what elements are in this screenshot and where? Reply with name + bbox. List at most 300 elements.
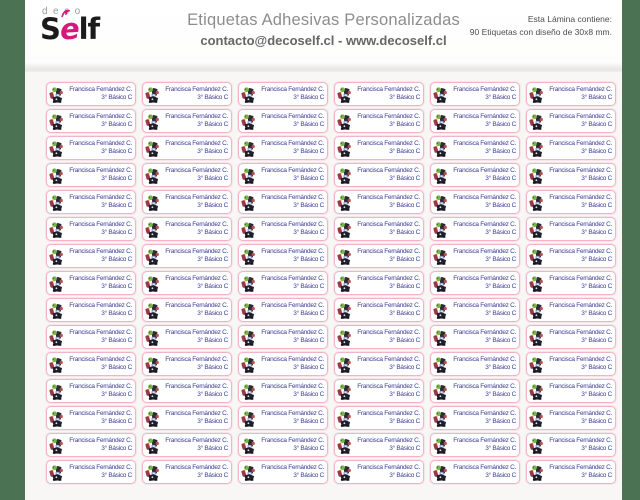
label-name: Francisca Fernández C. [69,193,132,201]
label-text [355,329,420,345]
label-text [547,410,612,426]
label-sticker [526,82,616,106]
cartoon-characters-icon [432,436,451,456]
label-sticker [238,406,328,430]
label-text [67,437,132,453]
label-text [355,167,420,183]
label-name: Francisca Fernández C. [165,193,228,201]
cartoon-characters-icon [48,112,67,132]
label-sticker [238,379,328,403]
label-name: Francisca Fernández C. [69,247,132,255]
label-name: Francisca Fernández C. [165,139,228,147]
label-grade: 3° Básico C [389,364,420,371]
page-title: Etiquetas Adhesivas Personalizadas [187,11,460,29]
cartoon-characters-icon [528,220,547,240]
cartoon-characters-icon [336,301,355,321]
label-name: Francisca Fernández C. [549,355,612,363]
label-name: Francisca Fernández C. [261,85,324,93]
label-grade: 3° Básico C [389,229,420,236]
cartoon-characters-icon [240,112,259,132]
label-sticker [334,379,424,403]
label-grade: 3° Básico C [197,283,228,290]
label-sticker [526,217,616,241]
label-grade: 3° Básico C [485,148,516,155]
label-text [451,140,516,156]
cartoon-characters-icon [144,112,163,132]
label-text [355,86,420,102]
cartoon-characters-icon [48,328,67,348]
label-text [163,221,228,237]
cartoon-characters-icon [144,436,163,456]
label-sticker [526,460,616,484]
label-grade: 3° Básico C [389,472,420,479]
label-name: Francisca Fernández C. [165,274,228,282]
logo-letter-e: e [59,14,80,44]
label-name: Francisca Fernández C. [69,166,132,174]
label-grade: 3° Básico C [101,310,132,317]
label-sticker [430,379,520,403]
logo-deco-text: deco [42,6,86,17]
cartoon-characters-icon [336,436,355,456]
cartoon-characters-icon [144,166,163,186]
label-grade: 3° Básico C [197,175,228,182]
cartoon-characters-icon [432,355,451,375]
label-text [163,356,228,372]
label-grade: 3° Básico C [101,121,132,128]
label-sticker [142,82,232,106]
label-sticker [46,109,136,133]
label-text [163,410,228,426]
label-text [547,194,612,210]
label-grade: 3° Básico C [581,175,612,182]
cartoon-characters-icon [336,382,355,402]
label-name: Francisca Fernández C. [549,463,612,471]
label-sticker [430,406,520,430]
label-name: Francisca Fernández C. [69,409,132,417]
cartoon-characters-icon [528,436,547,456]
label-grade: 3° Básico C [293,472,324,479]
label-name: Francisca Fernández C. [165,355,228,363]
cartoon-characters-icon [144,220,163,240]
label-text [163,302,228,318]
sheet-info-line2: 90 Etiquetas con diseño de 30x8 mm. [469,27,612,38]
label-sticker [46,244,136,268]
label-grade: 3° Básico C [389,121,420,128]
label-grade: 3° Básico C [197,472,228,479]
label-sticker [238,352,328,376]
cartoon-characters-icon [432,463,451,483]
label-sticker [238,109,328,133]
label-sticker [46,406,136,430]
label-text [259,356,324,372]
label-sticker [526,352,616,376]
label-sticker [334,244,424,268]
label-text [547,437,612,453]
label-sticker [430,217,520,241]
label-text [259,194,324,210]
label-name: Francisca Fernández C. [549,274,612,282]
label-text [163,167,228,183]
label-grade: 3° Básico C [389,391,420,398]
label-text [259,113,324,129]
cartoon-characters-icon [48,85,67,105]
cartoon-characters-icon [240,193,259,213]
sheet-header [25,0,622,66]
label-text [163,86,228,102]
label-sticker [142,298,232,322]
label-grade: 3° Básico C [293,310,324,317]
label-text [451,86,516,102]
label-text [547,383,612,399]
label-text [259,383,324,399]
label-text [451,329,516,345]
label-text [67,275,132,291]
label-grade: 3° Básico C [485,202,516,209]
label-sticker [238,82,328,106]
label-sticker [526,325,616,349]
label-grade: 3° Básico C [389,148,420,155]
label-text [547,221,612,237]
label-sticker [526,136,616,160]
label-grade: 3° Básico C [101,337,132,344]
label-name: Francisca Fernández C. [165,247,228,255]
label-grade: 3° Básico C [389,202,420,209]
label-grade: 3° Básico C [485,364,516,371]
label-name: Francisca Fernández C. [165,166,228,174]
label-name: Francisca Fernández C. [549,220,612,228]
cartoon-characters-icon [240,409,259,429]
cartoon-characters-icon [336,193,355,213]
label-grade: 3° Básico C [197,229,228,236]
label-text [451,464,516,480]
label-text [547,140,612,156]
label-name: Francisca Fernández C. [357,274,420,282]
decoself-logo [40,6,120,47]
label-sticker [526,271,616,295]
label-grade: 3° Básico C [581,391,612,398]
cartoon-characters-icon [528,355,547,375]
label-sticker [238,433,328,457]
label-sticker [238,460,328,484]
cartoon-characters-icon [48,247,67,267]
cartoon-characters-icon [432,247,451,267]
cartoon-characters-icon [336,463,355,483]
label-text [451,302,516,318]
label-name: Francisca Fernández C. [261,301,324,309]
label-grade: 3° Básico C [581,310,612,317]
label-grade: 3° Básico C [197,364,228,371]
label-grade: 3° Básico C [485,391,516,398]
cartoon-characters-icon [432,85,451,105]
cartoon-characters-icon [336,355,355,375]
sheet-info [470,13,612,39]
cartoon-characters-icon [240,382,259,402]
label-grade: 3° Básico C [101,418,132,425]
label-name: Francisca Fernández C. [549,328,612,336]
label-name: Francisca Fernández C. [549,85,612,93]
label-name: Francisca Fernández C. [549,382,612,390]
label-grade: 3° Básico C [197,121,228,128]
label-grade: 3° Básico C [101,148,132,155]
cartoon-characters-icon [432,166,451,186]
label-grade: 3° Básico C [485,418,516,425]
label-text [355,113,420,129]
label-name: Francisca Fernández C. [69,85,132,93]
label-grade: 3° Básico C [293,391,324,398]
cartoon-characters-icon [48,382,67,402]
cartoon-characters-icon [432,112,451,132]
label-sticker [334,82,424,106]
cartoon-characters-icon [240,139,259,159]
label-sticker [334,217,424,241]
label-text [67,86,132,102]
label-name: Francisca Fernández C. [549,193,612,201]
label-text [451,275,516,291]
logo-letters-lf: lf [78,12,100,46]
label-text [451,113,516,129]
label-text [451,167,516,183]
label-sticker [526,190,616,214]
label-name: Francisca Fernández C. [69,355,132,363]
label-name: Francisca Fernández C. [261,220,324,228]
cartoon-characters-icon [432,193,451,213]
label-sticker [238,190,328,214]
label-text [451,356,516,372]
label-sticker [238,217,328,241]
label-text [547,275,612,291]
label-sticker [430,460,520,484]
label-grade: 3° Básico C [101,364,132,371]
label-name: Francisca Fernández C. [453,220,516,228]
label-name: Francisca Fernández C. [69,301,132,309]
label-name: Francisca Fernández C. [69,328,132,336]
label-sticker [430,325,520,349]
label-sticker [334,163,424,187]
cartoon-characters-icon [336,274,355,294]
label-grade: 3° Básico C [581,148,612,155]
label-sticker [142,244,232,268]
label-grade: 3° Básico C [293,202,324,209]
label-sticker [142,406,232,430]
cartoon-characters-icon [528,112,547,132]
cartoon-characters-icon [336,247,355,267]
sheet-info-line1: Esta Lámina contiene: [527,14,612,24]
label-sticker [238,271,328,295]
label-sticker [142,271,232,295]
cartoon-characters-icon [336,328,355,348]
label-grade: 3° Básico C [293,94,324,101]
cartoon-characters-icon [336,409,355,429]
label-sticker [142,460,232,484]
label-text [259,437,324,453]
cartoon-characters-icon [144,409,163,429]
label-text [67,140,132,156]
label-text [163,248,228,264]
label-text [259,86,324,102]
cartoon-characters-icon [240,301,259,321]
label-grade: 3° Básico C [389,175,420,182]
label-text [67,464,132,480]
label-text [259,464,324,480]
label-name: Francisca Fernández C. [261,112,324,120]
label-grade: 3° Básico C [293,418,324,425]
label-grade: 3° Básico C [293,445,324,452]
label-text [163,329,228,345]
label-grade: 3° Básico C [197,391,228,398]
label-text [355,248,420,264]
label-name: Francisca Fernández C. [357,463,420,471]
label-grade: 3° Básico C [293,229,324,236]
cartoon-characters-icon [528,463,547,483]
label-grade: 3° Básico C [485,283,516,290]
label-text [67,113,132,129]
label-text [547,248,612,264]
label-grade: 3° Básico C [389,337,420,344]
label-name: Francisca Fernández C. [453,139,516,147]
label-sticker [46,460,136,484]
label-name: Francisca Fernández C. [261,409,324,417]
label-name: Francisca Fernández C. [261,463,324,471]
label-sticker [238,136,328,160]
label-name: Francisca Fernández C. [453,409,516,417]
label-text [163,140,228,156]
label-text [259,329,324,345]
label-name: Francisca Fernández C. [453,382,516,390]
label-text [67,329,132,345]
label-grade: 3° Básico C [197,310,228,317]
cartoon-characters-icon [432,328,451,348]
label-sticker [430,298,520,322]
label-text [67,356,132,372]
label-sticker [430,136,520,160]
label-sticker [334,136,424,160]
label-text [163,113,228,129]
label-sticker [142,433,232,457]
label-grade: 3° Básico C [293,256,324,263]
label-name: Francisca Fernández C. [69,274,132,282]
logo-flourish-icon [60,9,71,18]
label-sticker [238,325,328,349]
label-name: Francisca Fernández C. [357,436,420,444]
label-text [259,221,324,237]
label-text [259,275,324,291]
label-grade: 3° Básico C [389,94,420,101]
label-grade: 3° Básico C [485,175,516,182]
label-grade: 3° Básico C [389,283,420,290]
label-text [355,383,420,399]
cartoon-characters-icon [144,274,163,294]
label-name: Francisca Fernández C. [69,112,132,120]
label-text [355,140,420,156]
label-name: Francisca Fernández C. [69,220,132,228]
cartoon-characters-icon [48,193,67,213]
cartoon-characters-icon [336,85,355,105]
label-sticker [430,163,520,187]
label-text [451,383,516,399]
cartoon-characters-icon [528,274,547,294]
label-grade: 3° Básico C [581,202,612,209]
cartoon-characters-icon [144,301,163,321]
label-grade: 3° Básico C [581,256,612,263]
cartoon-characters-icon [240,85,259,105]
label-grade: 3° Básico C [581,283,612,290]
label-text [355,437,420,453]
cartoon-characters-icon [144,328,163,348]
label-text [355,356,420,372]
label-grade: 3° Básico C [197,256,228,263]
cartoon-characters-icon [144,139,163,159]
label-name: Francisca Fernández C. [453,355,516,363]
cartoon-characters-icon [144,247,163,267]
label-name: Francisca Fernández C. [261,166,324,174]
label-name: Francisca Fernández C. [261,193,324,201]
label-sticker [430,190,520,214]
label-grade: 3° Básico C [101,472,132,479]
label-name: Francisca Fernández C. [549,139,612,147]
label-name: Francisca Fernández C. [261,139,324,147]
label-text [67,383,132,399]
contact-line: contacto@decoself.cl - www.decoself.cl [200,33,447,48]
label-grade: 3° Básico C [389,310,420,317]
label-sticker [142,217,232,241]
label-text [67,410,132,426]
label-name: Francisca Fernández C. [69,382,132,390]
label-sticker [46,190,136,214]
cartoon-characters-icon [432,274,451,294]
label-name: Francisca Fernández C. [453,166,516,174]
label-grade: 3° Básico C [101,283,132,290]
cartoon-characters-icon [432,220,451,240]
label-sticker [526,244,616,268]
label-grade: 3° Básico C [389,418,420,425]
label-text [451,410,516,426]
label-name: Francisca Fernández C. [357,409,420,417]
label-text [67,302,132,318]
label-name: Francisca Fernández C. [549,409,612,417]
cartoon-characters-icon [240,328,259,348]
cartoon-characters-icon [432,382,451,402]
label-text [67,167,132,183]
cartoon-characters-icon [528,382,547,402]
label-grade: 3° Básico C [293,337,324,344]
label-sticker [142,109,232,133]
label-sticker [46,217,136,241]
label-sticker [334,190,424,214]
label-sticker [46,82,136,106]
label-grade: 3° Básico C [485,121,516,128]
label-name: Francisca Fernández C. [165,328,228,336]
label-grade: 3° Básico C [197,94,228,101]
label-sticker [142,379,232,403]
label-name: Francisca Fernández C. [357,247,420,255]
label-sticker [46,136,136,160]
label-grade: 3° Básico C [101,94,132,101]
label-text [547,86,612,102]
label-name: Francisca Fernández C. [357,355,420,363]
cartoon-characters-icon [144,463,163,483]
cartoon-characters-icon [240,247,259,267]
label-text [355,302,420,318]
label-text [451,248,516,264]
cartoon-characters-icon [528,193,547,213]
label-grade: 3° Básico C [389,445,420,452]
label-name: Francisca Fernández C. [549,436,612,444]
label-name: Francisca Fernández C. [549,112,612,120]
label-name: Francisca Fernández C. [357,193,420,201]
label-grade: 3° Básico C [581,445,612,452]
label-name: Francisca Fernández C. [165,220,228,228]
cartoon-characters-icon [240,355,259,375]
